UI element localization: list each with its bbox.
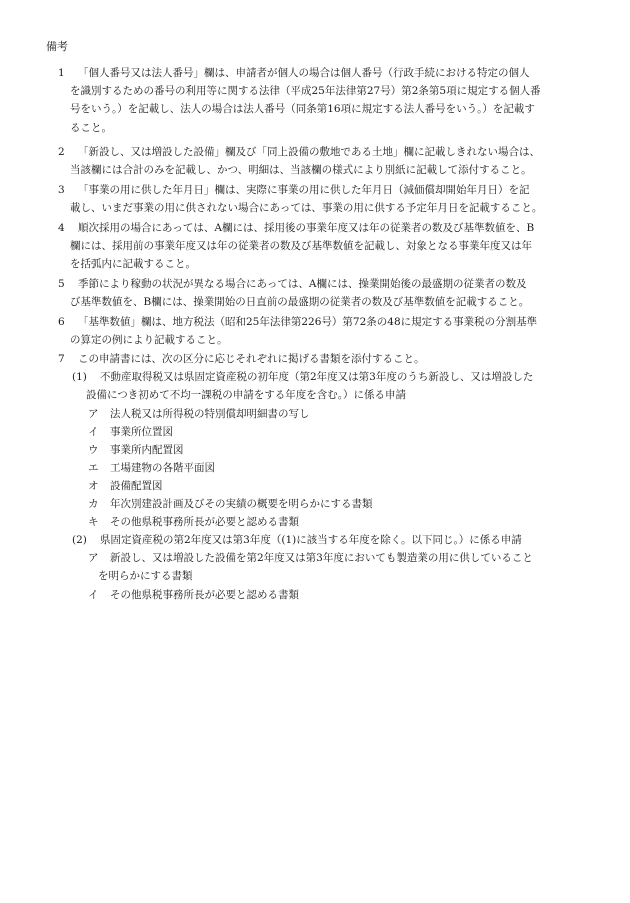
item-text: その他県税事務所長が必要と認める書類	[110, 516, 299, 528]
item-marker: ア	[88, 408, 99, 420]
section-1-item-ki	[88, 513, 299, 531]
section-number: (1)	[72, 371, 87, 383]
note-text: 当該欄には合計のみを記載し、かつ、明細は、当該欄の様式により別紙に記載して添付すること。	[70, 164, 532, 177]
section-1-item-i	[88, 423, 173, 441]
note-text: を括弧内に記載すること。	[70, 258, 196, 271]
item-text: 事業所内配置図	[110, 444, 184, 456]
section-1-item-o	[88, 477, 163, 495]
item-text: その他県税事務所長が必要と認める書類	[110, 589, 299, 601]
note-text: 順次採用の場合にあっては、A欄には、採用後の事業年度又は年の従業者の数及び基準数値を、B	[78, 222, 535, 234]
item-text: 新設し、又は増設した設備を第2年度又は第3年度においても製造業の用に供していること	[110, 552, 533, 564]
item-marker: イ	[88, 426, 99, 438]
note-number: 2	[58, 146, 65, 158]
note-text: の算定の例により記載すること。	[70, 334, 228, 347]
section-1-item-ka	[88, 495, 373, 513]
note-3	[58, 181, 542, 217]
note-number: 7	[58, 353, 65, 365]
note-number: 5	[58, 278, 65, 290]
item-marker: キ	[88, 516, 99, 528]
item-marker: ア	[88, 552, 99, 564]
note-number: 6	[58, 316, 65, 328]
note-7	[58, 350, 425, 368]
note-text: 載し、いまだ事業の用に供されない場合にあっては、事業の用に供する予定年月日を記載すること。	[70, 202, 543, 215]
section-1-item-e	[88, 459, 215, 477]
item-marker: オ	[88, 480, 99, 492]
note-text: ること。	[70, 121, 112, 134]
item-marker: ウ	[88, 444, 99, 456]
note-text: 「基準数値」欄は、地方税法（昭和25年法律第226号）第72条の48に規定する事業税の分割基準	[78, 316, 538, 328]
note-text: 「新設し、又は増設した設備」欄及び「同上設備の敷地である土地」欄に記載しきれない場合は、	[78, 146, 540, 158]
item-marker: カ	[88, 498, 99, 510]
item-text: を明らかにする書類	[98, 570, 193, 583]
item-text: 法人税又は所得税の特別償却明細書の写し	[110, 408, 310, 420]
section-2-item-a	[88, 549, 533, 585]
section-text: 県固定資産税の第2年度又は第3年度（(1)に該当する年度を除く。以下同じ。）に係る申請	[100, 534, 522, 546]
note-text: 「事業の用に供した年月日」欄は、実際に事業の用に供した年月日（減価償却開始年月日）を記	[78, 184, 530, 196]
note-2	[58, 143, 540, 179]
section-1-item-u	[88, 441, 184, 459]
note-text: この申請書には、次の区分に応じそれぞれに掲げる書類を添付すること。	[78, 353, 425, 365]
section-text: 不動産取得税又は県固定資産税の初年度（第2年度又は第3年度のうち新設し、又は増設した	[100, 371, 534, 383]
section-2	[72, 531, 522, 549]
item-text: 事業所位置図	[110, 426, 173, 438]
item-marker: イ	[88, 589, 99, 601]
item-text: 工場建物の各階平面図	[110, 462, 215, 474]
note-text: び基準数値を、B欄には、操業開始の日直前の最盛期の従業者の数及び基準数値を記載すること。	[70, 296, 530, 309]
item-marker: エ	[88, 462, 99, 474]
note-text: 号をいう。）を記載し、法人の場合は法人番号（同条第16項に規定する法人番号をいう。）を記載す	[70, 103, 535, 116]
note-number: 1	[58, 67, 65, 79]
note-4	[58, 219, 534, 274]
note-text: 季節により稼動の状況が異なる場合にあっては、A欄には、操業開始後の最盛期の従業者の数及	[78, 278, 527, 290]
section-number: (2)	[72, 534, 87, 546]
note-text: を識別するための番号の利用等に関する法律（平成25年法律第27号）第2条第5項に規定する個人番	[70, 85, 541, 98]
section-1	[72, 368, 533, 404]
section-text: 設備につき初めて不均一課税の申請をする年度を含む。）に係る申請	[86, 389, 407, 402]
remarks-heading: 備考	[46, 40, 68, 53]
note-number: 3	[58, 184, 65, 196]
section-1-item-a	[88, 405, 310, 423]
item-text: 設備配置図	[110, 480, 163, 492]
note-text: 欄には、採用前の事業年度又は年の従業者の数及び基準数値を記載し、対象となる事業年度又は年	[70, 240, 532, 253]
note-1	[58, 64, 541, 137]
item-text: 年次別建設計画及びその実績の概要を明らかにする書類	[110, 498, 373, 510]
note-6	[58, 313, 537, 349]
section-2-item-i	[88, 586, 299, 604]
note-text: 「個人番号又は法人番号」欄は、申請者が個人の場合は個人番号（行政手続における特定の個人	[78, 67, 530, 79]
note-5	[58, 275, 529, 311]
note-number: 4	[58, 222, 65, 234]
